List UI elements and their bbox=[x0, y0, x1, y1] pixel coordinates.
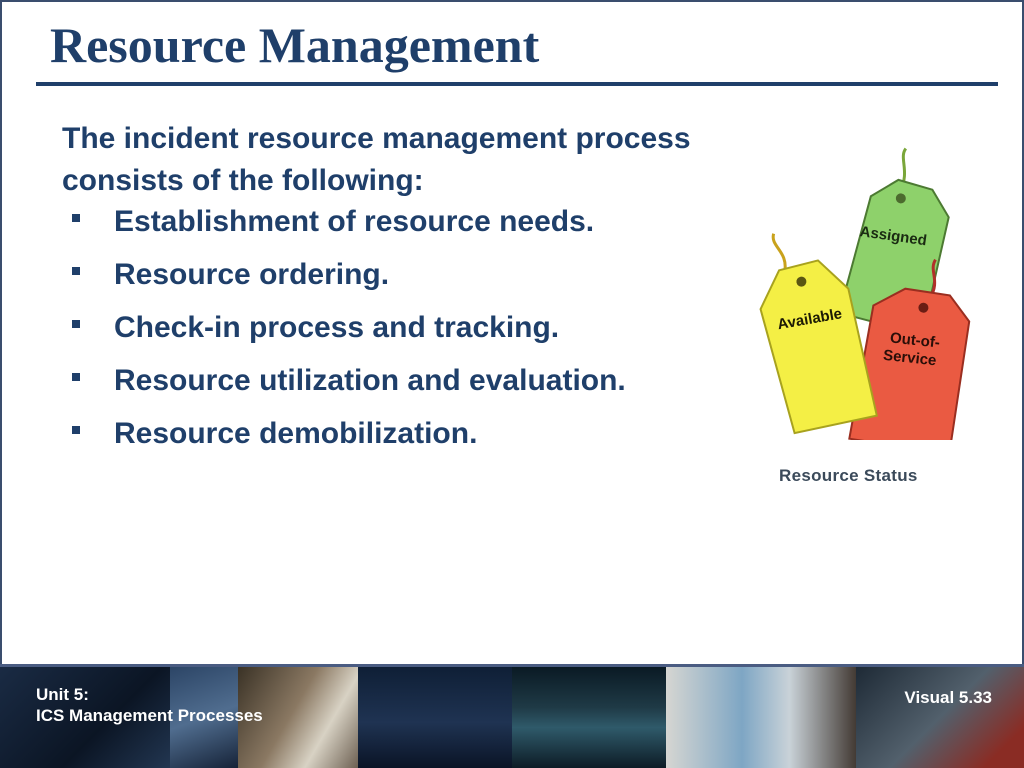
bullet-text: Check-in process and tracking. bbox=[114, 311, 560, 344]
square-bullet-icon bbox=[72, 214, 80, 222]
footer-visual-number: Visual 5.33 bbox=[904, 688, 992, 707]
bullet-item bbox=[72, 417, 626, 470]
tag-label-assigned: Assigned bbox=[858, 223, 928, 250]
square-bullet-icon bbox=[72, 267, 80, 275]
footer-unit-label bbox=[36, 684, 263, 726]
square-bullet-icon bbox=[72, 426, 80, 434]
bullet-item bbox=[72, 205, 626, 258]
tag-label-out-of-service-line1: Out-of- bbox=[889, 329, 941, 352]
bullet-item bbox=[72, 364, 626, 417]
bullet-text: Resource utilization and evaluation. bbox=[114, 364, 626, 397]
bullet-item bbox=[72, 258, 626, 311]
bullet-text: Resource ordering. bbox=[114, 258, 390, 291]
tag-label-out-of-service-line2: Service bbox=[882, 346, 938, 370]
bullet-list bbox=[72, 205, 626, 470]
footer-course: ICS Management Processes bbox=[36, 706, 263, 725]
slide-title: Resource Management bbox=[50, 17, 540, 73]
bullet-item bbox=[72, 311, 626, 364]
footer-photo-medical-staff bbox=[666, 667, 856, 768]
square-bullet-icon bbox=[72, 373, 80, 381]
footer-photo-building bbox=[358, 667, 512, 768]
title-underline bbox=[36, 82, 998, 86]
square-bullet-icon bbox=[72, 320, 80, 328]
bullet-text: Establishment of resource needs. bbox=[114, 205, 595, 238]
intro-text: The incident resource management process consists of the following: bbox=[62, 122, 691, 197]
resource-status-tags-illustration bbox=[755, 140, 985, 440]
figure-caption: Resource Status bbox=[779, 466, 918, 485]
footer-photo-control-room bbox=[512, 667, 666, 768]
available-tag-string-icon bbox=[772, 233, 786, 274]
footer-photo-emergency bbox=[856, 667, 1024, 768]
bullet-text: Resource demobilization. bbox=[114, 417, 478, 450]
tag-label-available: Available bbox=[776, 305, 844, 334]
footer-unit: Unit 5: bbox=[36, 685, 89, 704]
